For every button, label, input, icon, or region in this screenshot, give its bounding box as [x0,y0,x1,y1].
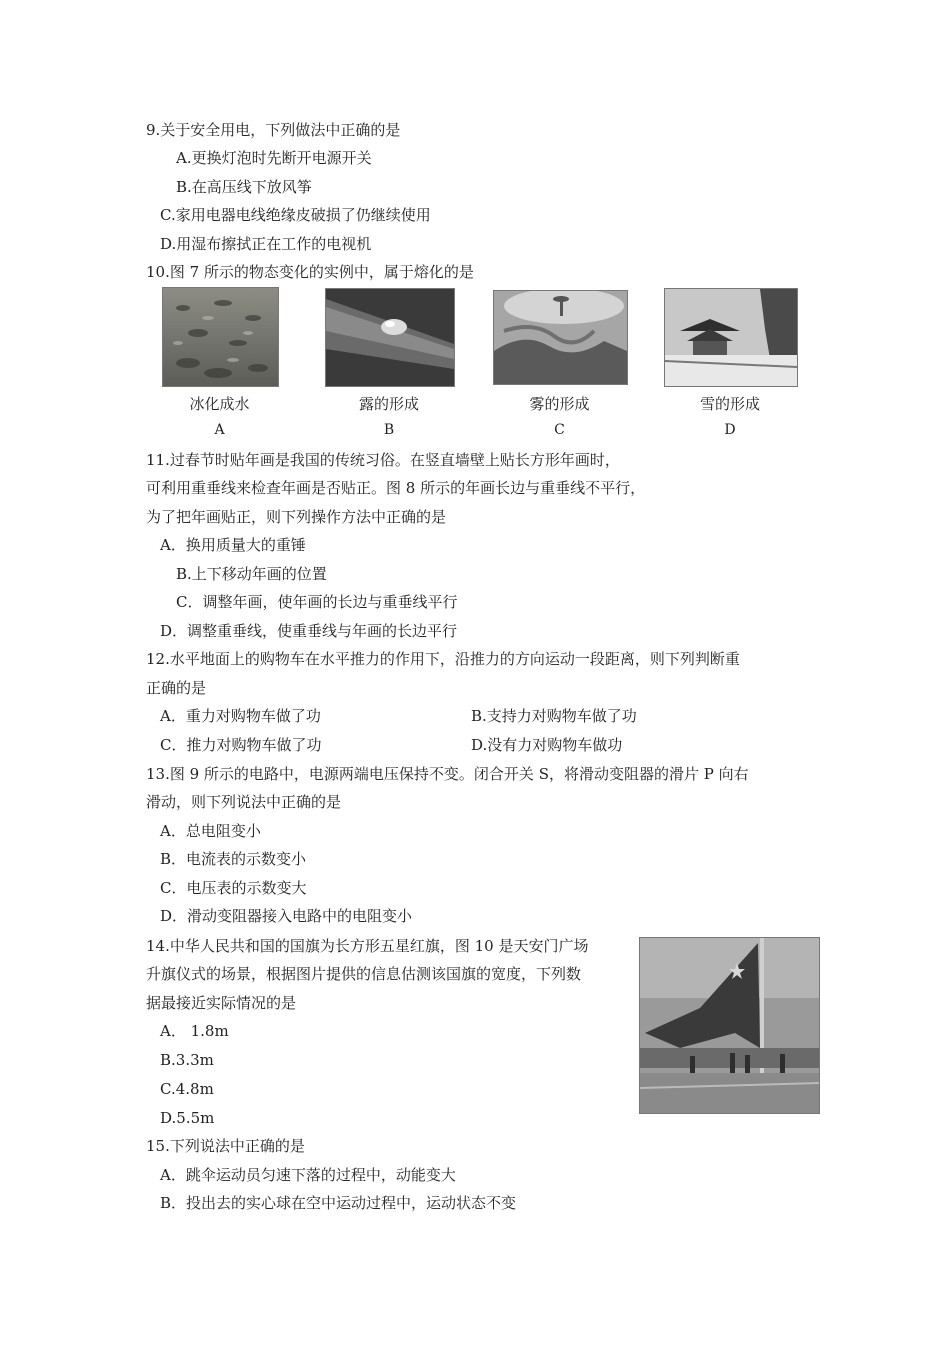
q12-stem-line-2: 正确的是 [146,679,207,697]
q12-option-c: C．推力对购物车做了功 [160,736,322,754]
q13-option-a: A．总电阻变小 [160,822,261,840]
q15-option-a: A．跳伞运动员匀速下落的过程中，动能变大 [160,1166,456,1184]
q9-option-a: A.更换灯泡时先断开电源开关 [176,149,372,167]
q14-stem-line-3: 据最接近实际情况的是 [146,994,297,1012]
figure-d-caption: 雪的形成 [699,395,760,413]
q13-stem-line-2: 滑动，则下列说法中正确的是 [146,793,342,811]
q13-option-b: B．电流表的示数变小 [160,850,307,868]
q11-option-b: B.上下移动年画的位置 [176,565,327,583]
q11-stem-line-3: 为了把年画贴正，则下列操作方法中正确的是 [146,508,447,526]
figure-dew [325,288,455,387]
q14-option-c: C.4.8m [160,1080,214,1098]
q11-option-c: C．调整年画，使年画的长边与重垂线平行 [176,593,458,611]
q12-option-b: B.支持力对购物车做了功 [471,707,637,725]
q13-stem-line-1: 13.图 9 所示的电路中，电源两端电压保持不变。闭合开关 S，将滑动变阻器的滑片 P 向右 [146,765,749,783]
figure-a-letter: A [214,422,225,438]
figure-snow [664,288,798,387]
q14-option-b: B.3.3m [160,1051,214,1069]
q13-option-d: D．滑动变阻器接入电路中的电阻变小 [160,907,413,925]
q14-stem-line-1: 14.中华人民共和国的国旗为长方形五星红旗，图 10 是天安门广场 [146,937,589,955]
q12-stem-line-1: 12.水平地面上的购物车在水平推力的作用下，沿推力的方向运动一段距离，则下列判断重 [146,650,740,668]
figure-d-letter: D [724,422,736,438]
q9-option-d: D.用湿布擦拭正在工作的电视机 [160,235,372,253]
figure-b-caption: 露的形成 [358,395,419,413]
q10-stem: 10.图 7 所示的物态变化的实例中，属于熔化的是 [146,263,474,281]
q11-option-a: A．换用质量大的重锤 [160,536,306,554]
q13-option-c: C．电压表的示数变大 [160,879,307,897]
figure-ice-melting [162,287,279,387]
q12-option-a: A．重力对购物车做了功 [160,707,321,725]
figure-flag-raising [639,937,820,1114]
figure-a-caption: 冰化成水 [189,395,250,413]
q14-option-d: D.5.5m [160,1109,215,1127]
q15-option-b: B．投出去的实心球在空中运动过程中，运动状态不变 [160,1194,517,1212]
figure-c-letter: C [554,422,565,438]
q9-option-c: C.家用电器电线绝缘皮破损了仍继续使用 [160,206,431,224]
q14-stem-line-2: 升旗仪式的场景，根据图片提供的信息估测该国旗的宽度，下列数 [146,965,582,983]
q11-stem-line-2: 可利用重垂线来检查年画是否贴正。图 8 所示的年画长边与重垂线不平行， [146,479,646,497]
q12-option-d: D.没有力对购物车做功 [471,736,623,754]
q9-stem: 9.关于安全用电，下列做法中正确的是 [146,121,401,139]
q14-option-a: A． 1.8m [160,1022,229,1040]
q15-stem: 15.下列说法中正确的是 [146,1137,305,1155]
figure-b-letter: B [383,422,395,438]
q11-stem-line-1: 11.过春节时贴年画是我国的传统习俗。在竖直墙壁上贴长方形年画时， [146,451,620,469]
figure-fog [493,290,628,385]
q9-option-b: B.在高压线下放风筝 [176,178,312,196]
q11-option-d: D．调整重垂线，使重垂线与年画的长边平行 [160,622,458,640]
figure-c-caption: 雾的形成 [529,395,590,413]
